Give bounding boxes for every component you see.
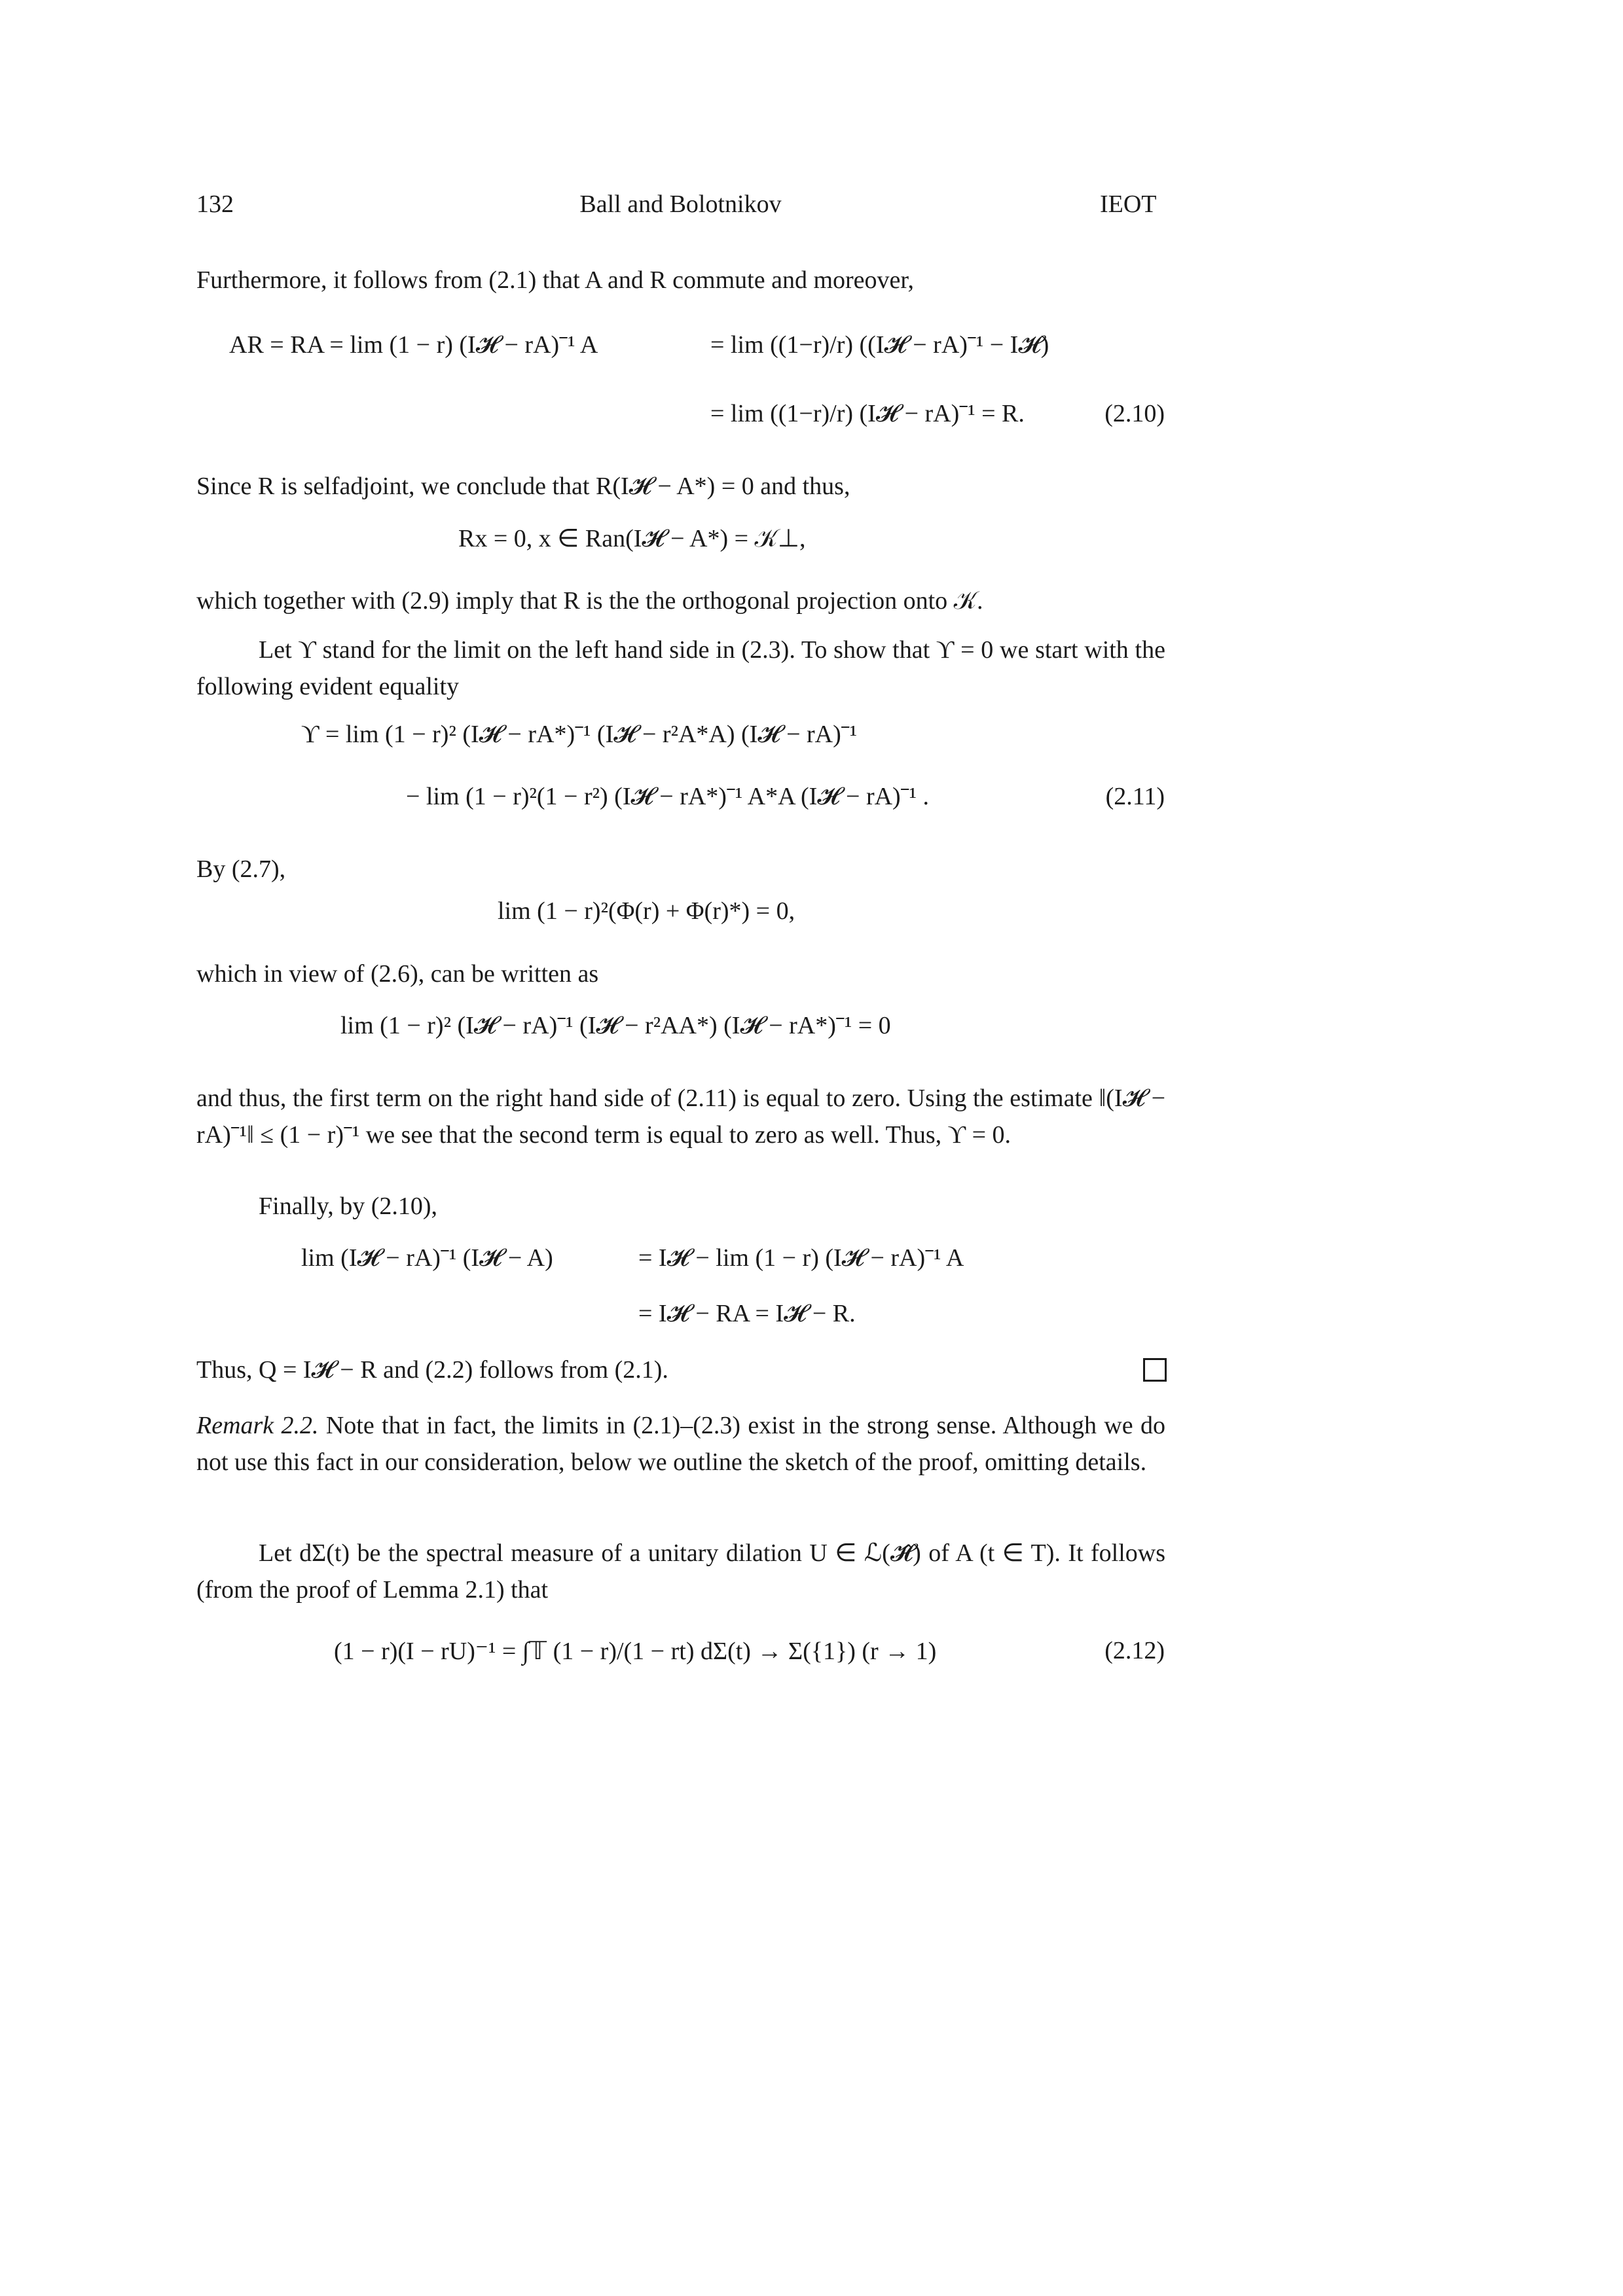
remark-label: Remark 2.2. bbox=[196, 1412, 319, 1439]
equation-2-11-line2: − lim (1 − r)²(1 − r²) (I𝓗 − rA*)⁻¹ A*A (I𝓗 − rA)⁻¹ . bbox=[406, 783, 930, 810]
paragraph-6: which in view of (2.6), can be written as bbox=[196, 960, 599, 988]
running-head-authors: Ball and Bolotnikov bbox=[579, 190, 782, 218]
equation-2-12-label: (2.12) bbox=[1104, 1637, 1165, 1664]
equation-2-10-line1-right: = lim ((1−r)/r) ((I𝓗 − rA)⁻¹ − I𝓗) bbox=[710, 331, 1049, 359]
paragraph-8: Finally, by (2.10), bbox=[259, 1193, 438, 1220]
paragraph-5: By (2.7), bbox=[196, 855, 286, 883]
equation-2-7: lim (1 − r)²(Φ(r) + Φ(r)*) = 0, bbox=[498, 897, 795, 925]
remark-text: Note that in fact, the limits in (2.1)–(2.3) exist in the strong sense. Although we do not use this fact in our consideration, below we outline the sketch of the proof, omitting details. bbox=[196, 1412, 1165, 1476]
equation-range: Rx = 0, x ∈ Ran(I𝓗 − A*) = 𝒦⊥, bbox=[458, 525, 806, 552]
paragraph-7: and thus, the first term on the right hand side of (2.11) is equal to zero. Using the estimate ‖(I𝓗 − rA)⁻¹‖ ≤ (1 − r)⁻¹ we see that the second term is equal to zero as well. Thus, ϒ = 0. bbox=[196, 1085, 1165, 1149]
equation-final-line2-right: = I𝓗 − RA = I𝓗 − R. bbox=[638, 1300, 856, 1327]
equation-final-line1-left: lim (I𝓗 − rA)⁻¹ (I𝓗 − A) bbox=[301, 1244, 553, 1272]
paragraph-10: Let dΣ(t) be the spectral measure of a unitary dilation U ∈ ℒ(𝓗̂) of A (t ∈ T). It follows (from the proof of Lemma 2.1) that bbox=[196, 1539, 1165, 1604]
equation-final-line1-right: = I𝓗 − lim (1 − r) (I𝓗 − rA)⁻¹ A bbox=[638, 1244, 964, 1272]
paragraph-4: Let ϒ stand for the limit on the left hand side in (2.3). To show that ϒ = 0 we start with the following evident equality bbox=[196, 636, 1165, 700]
equation-2-6: lim (1 − r)² (I𝓗 − rA)⁻¹ (I𝓗 − r²AA*) (I𝓗 − rA*)⁻¹ = 0 bbox=[340, 1012, 891, 1039]
paragraph-1: Furthermore, it follows from (2.1) that A and R commute and moreover, bbox=[196, 266, 915, 294]
paragraph-9: Thus, Q = I𝓗 − R and (2.2) follows from (2.1). bbox=[196, 1356, 668, 1384]
equation-2-11-line1: ϒ = lim (1 − r)² (I𝓗 − rA*)⁻¹ (I𝓗 − r²A*A) (I𝓗 − rA)⁻¹ bbox=[301, 721, 858, 748]
equation-2-10-line2-right: = lim ((1−r)/r) (I𝓗 − rA)⁻¹ = R. bbox=[710, 400, 1025, 427]
equation-2-12: (1 − r)(I − rU)⁻¹ = ∫𝕋 (1 − r)/(1 − rt) dΣ(t) → Σ({1}) (r → 1) bbox=[334, 1638, 937, 1665]
paragraph-3: which together with (2.9) imply that R is the the orthogonal projection onto 𝒦. bbox=[196, 587, 983, 615]
qed-box bbox=[1143, 1358, 1167, 1382]
running-head-journal: IEOT bbox=[1100, 190, 1157, 218]
equation-2-10-line1-left: AR = RA = lim (1 − r) (I𝓗 − rA)⁻¹ A bbox=[229, 331, 598, 359]
remark-2-2 bbox=[196, 1407, 1165, 1480]
page-number: 132 bbox=[196, 190, 234, 218]
paragraph-2: Since R is selfadjoint, we conclude that R(I𝓗 − A*) = 0 and thus, bbox=[196, 473, 850, 500]
equation-2-11-label: (2.11) bbox=[1105, 783, 1165, 810]
equation-2-10-label: (2.10) bbox=[1104, 400, 1165, 427]
